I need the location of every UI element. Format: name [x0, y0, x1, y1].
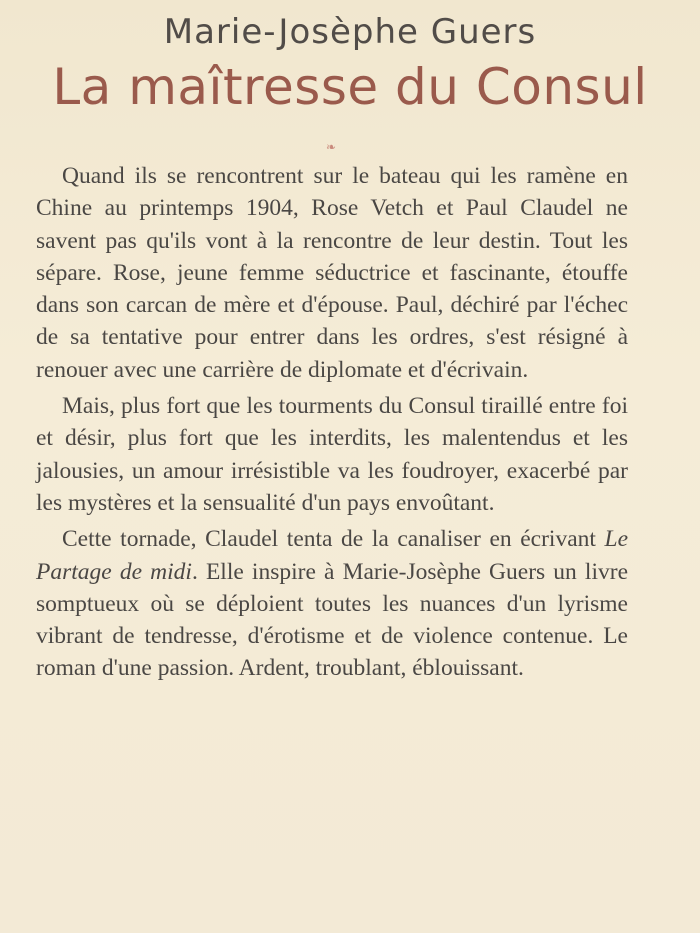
ornament-icon: ❧ — [326, 140, 337, 154]
play-title-italic: Le Partage de midi — [36, 526, 628, 585]
blurb-paragraph-2: Mais, plus fort que les tourments du Consul tiraillé entre foi et désir, plus fort que les interdits, les malentendus et les jalousies, un amour irrésistible va les foudroyer, exacerbé par les mystères et la sensualité d'un pays envoûtant. — [36, 393, 628, 516]
blurb-paragraph-3-start: Cette tornade, Claudel tenta de la canaliser en écrivant — [62, 526, 605, 553]
blurb-paragraph-3-end: . Elle inspire à Marie-Josèphe Guers un livre somptueux où se déploient toutes les nuances d'un lyrisme vibrant de tendresse, d'érotisme et de violence contenue. Le roman d'une passion. Ardent, troublant, éblouissant. — [36, 558, 628, 682]
blurb-paragraph-3 — [36, 523, 628, 684]
author-name: Marie-Josèphe Guers — [163, 12, 537, 52]
book-title: La maîtresse du Consul — [52, 58, 648, 116]
blurb-paragraph-1: Quand ils se rencontrent sur le bateau qui les ramène en Chine au printemps 1904, Rose Vetch et Paul Claudel ne savent pas qu'ils vont à la rencontre de leur destin. Tout les sépare. Rose, jeune femme séductrice et fascinante, étouffe dans son carcan de mère et d'épouse. Paul, déchiré par l'échec de sa tentative pour entrer dans les ordres, s'est résigné à renouer avec une carrière de diplomate et d'écrivain. — [36, 163, 628, 383]
blurb-text — [36, 160, 628, 689]
